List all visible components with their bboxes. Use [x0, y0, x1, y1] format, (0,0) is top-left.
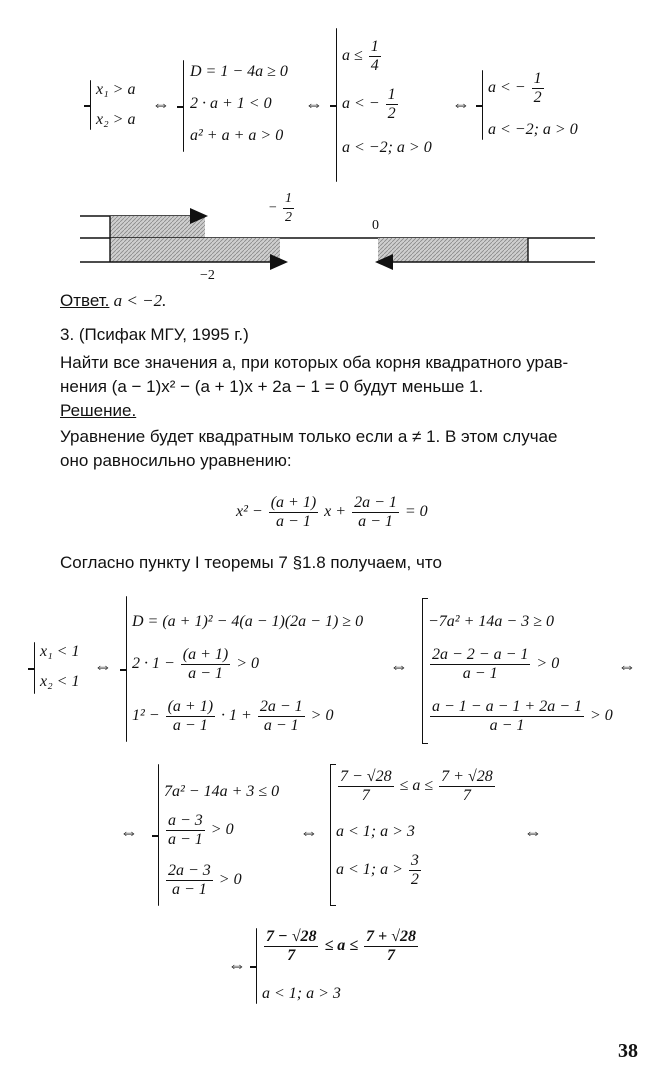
math-line: a < −2; a > 0: [488, 121, 578, 138]
number-line-diagram: [60, 198, 620, 288]
math-line: D = (a + 1)² − 4(a − 1)(2a − 1) ≥ 0: [132, 613, 364, 630]
math-line: a < −2; a > 0: [342, 139, 432, 156]
equivalence-symbol: ⇔: [152, 94, 170, 114]
math-line: 1² − $\frac{(a + 1)}{a - 1}$ · 1 + $\frac{2a - 1}{a - 1}$ > 0: [132, 698, 334, 734]
brace: [183, 60, 184, 152]
brace: [90, 80, 91, 130]
problem-text-line: Уравнение будет квадратным только если a ≠ 1. В этом случае: [60, 427, 558, 446]
equivalence-symbol: ⇔: [524, 822, 542, 842]
math-line: $\frac{a - 3}{a - 1}$ > 0: [168, 812, 234, 848]
math-line: x₁ < 1: [40, 643, 80, 660]
problem-text-line: Найти все значения a, при которых оба корня квадратного урав-: [60, 353, 569, 372]
answer-line: Ответ. a < −2.: [60, 291, 167, 310]
answer-label: Ответ.: [60, 291, 110, 310]
math-line: $\frac{a - 1 - a - 1 + 2a - 1}{a - 1}$ > 0: [432, 698, 613, 734]
equivalence-symbol: ⇔: [390, 656, 408, 676]
equivalence-symbol: ⇔: [228, 955, 246, 975]
axis-label-minus-half: − $\frac{1}{2}$: [268, 191, 292, 225]
math-line: x₂ < 1: [40, 673, 80, 690]
page-number: 38: [618, 1040, 638, 1062]
math-line: x₂ > a: [96, 111, 136, 128]
math-line: −7a² + 14a − 3 ≥ 0: [428, 613, 554, 630]
equivalence-symbol: ⇔: [305, 94, 323, 114]
axis-label-zero: 0: [372, 218, 379, 233]
math-line: 2 · a + 1 < 0: [190, 95, 272, 112]
math-line: a ≤ $\frac{1}{4}$: [342, 38, 379, 74]
brace: [482, 70, 483, 140]
math-line: a < − $\frac{1}{2}$: [342, 86, 396, 122]
brace: [34, 642, 35, 694]
problem-text-line: оно равносильно уравнению:: [60, 451, 292, 470]
equivalence-symbol: ⇔: [452, 94, 470, 114]
math-line: x₁ > a: [96, 81, 136, 98]
theorem-reference-line: Согласно пункту I теоремы 7 §1.8 получаем, что: [60, 553, 442, 572]
equivalence-symbol: ⇔: [618, 656, 636, 676]
problem-heading: 3. (Псифак МГУ, 1995 г.): [60, 325, 249, 344]
math-line: $\frac{7 - √28}{7}$ ≤ a ≤ $\frac{7 + √28}{7}$: [340, 768, 493, 804]
axis-label-minus-two: −2: [200, 268, 215, 283]
math-line: $\frac{2a - 3}{a - 1}$ > 0: [168, 862, 242, 898]
math-line: D = 1 − 4a ≥ 0: [190, 63, 288, 80]
math-line: 7a² − 14a + 3 ≤ 0: [164, 783, 280, 800]
math-line: a < − $\frac{1}{2}$: [488, 70, 542, 106]
brace: [158, 764, 159, 906]
solution-label: Решение.: [60, 401, 137, 420]
brace: [256, 928, 257, 1004]
equivalence-symbol: ⇔: [300, 822, 318, 842]
math-line: a² + a + a > 0: [190, 127, 284, 144]
math-line: a < 1; a > $\frac{3}{2}$: [336, 852, 419, 888]
equivalence-symbol: ⇔: [94, 656, 112, 676]
quadratic-equation: x² − $\frac{(a + 1)}{a - 1}$ x + $\frac{2a - 1}{a - 1}$ = 0: [236, 494, 428, 530]
brace: [126, 596, 127, 742]
problem-text-line: нения (a − 1)x² − (a + 1)x + 2a − 1 = 0 будут меньше 1.: [60, 377, 484, 396]
math-line: $\frac{7 - √28}{7}$ ≤ a ≤ $\frac{7 + √28}{7}$: [266, 928, 416, 964]
math-line: 2 · 1 − $\frac{(a + 1)}{a - 1}$ > 0: [132, 646, 260, 682]
math-line: a < 1; a > 3: [336, 823, 415, 840]
equivalence-symbol: ⇔: [120, 822, 138, 842]
math-line: a < 1; a > 3: [262, 985, 341, 1002]
brace: [336, 28, 337, 182]
math-line: $\frac{2a - 2 - a - 1}{a - 1}$ > 0: [432, 646, 560, 682]
